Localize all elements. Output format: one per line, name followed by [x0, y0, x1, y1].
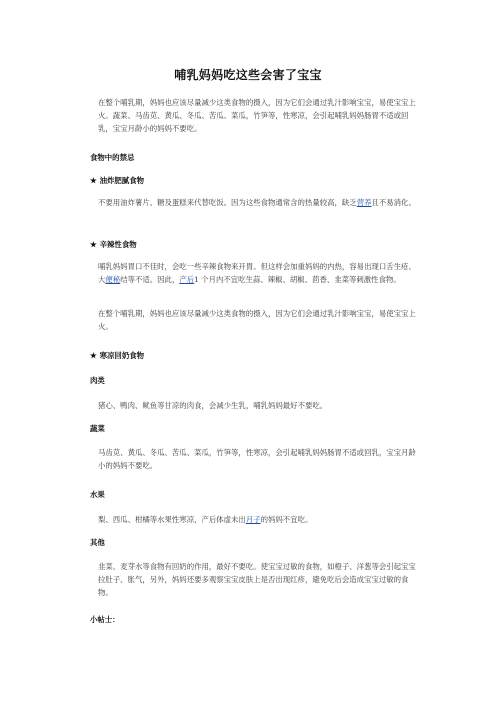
- heading-fried-label: 油炸肥腻食物: [99, 176, 144, 185]
- star-icon: ★: [90, 351, 97, 360]
- link-postpartum[interactable]: 产后: [179, 275, 195, 285]
- subheading-meat: 肉类: [90, 376, 105, 385]
- fried-paragraph: [90, 196, 416, 209]
- other-paragraph: 韭菜、麦芽水等食物有回奶的作用，最好不要吃。使宝宝过敏的食物，如橙子、洋葱等会引起宝宝拉肚子、胀气，另外，妈妈还要多观察宝宝皮肤上是否出现红疹，避免吃后会造成宝宝过敏的食物。: [98, 562, 416, 598]
- heading-cold-label: 寒凉回奶食物: [99, 351, 144, 360]
- tips-heading: 小帖士：: [90, 615, 120, 624]
- fried-text-after: 且不易消化。: [371, 198, 416, 207]
- star-icon: ★: [90, 240, 97, 249]
- fruit-text-after: 的妈妈不宜吃。: [260, 515, 313, 524]
- link-confinement[interactable]: 月子: [245, 515, 261, 524]
- spicy-paragraph: [90, 260, 416, 286]
- link-nutrition[interactable]: 营养: [356, 198, 372, 207]
- subheading-vegetables: 蔬菜: [90, 424, 105, 433]
- spicy-text-3: 1 个月内不宜吃生蒜、辣椒、胡椒、茴香、韭菜等刺激性食物。: [194, 275, 401, 285]
- meat-paragraph: 猪心、鸭肉、鱿鱼等甘凉的肉食，会减少生乳，哺乳妈妈最好不要吃。: [98, 401, 328, 410]
- spicy-text-2: 结等不适。因此，: [120, 275, 180, 285]
- heading-spicy-food: [90, 239, 137, 250]
- star-icon: ★: [90, 176, 97, 185]
- section-heading-taboos: 食物中的禁忌: [90, 153, 135, 162]
- repeat-paragraph: 在整个哺乳期，妈妈也应该尽量减少这类食物的摄入，因为它们会通过乳汁影响宝宝，易使宝宝上火。: [98, 309, 416, 332]
- subheading-other: 其他: [90, 538, 105, 547]
- heading-fried-food: [90, 175, 144, 186]
- page-title: 哺乳妈妈吃这些会害了宝宝: [174, 68, 322, 82]
- subheading-fruit: 水果: [90, 490, 105, 499]
- fried-text-before: 不要用油炸薯片、糖及蛋糕来代替吃饭。因为这些食物通常含的热量较高，缺乏: [98, 198, 357, 207]
- link-constipation[interactable]: 便秘: [105, 275, 121, 285]
- spicy-text-1: 哺乳妈妈胃口不佳时，会吃一些辛辣食物来开胃。但这样会加重妈妈的内热，容易出现口舌生疮、大: [98, 262, 416, 285]
- vegetables-paragraph: 马齿苋、黄瓜、冬瓜、苦瓜、菜瓜，竹笋等，性寒凉，会引起哺乳妈妈肠胃不适或回乳，宝宝月龄小的妈妈不要吃。: [98, 448, 416, 471]
- heading-spicy-label: 辛辣性食物: [99, 240, 137, 249]
- intro-paragraph: 在整个哺乳期，妈妈也应该尽量减少这类食物的摄入，因为它们会通过乳汁影响宝宝，易使宝宝上火。蔬菜、马齿苋、黄瓜、冬瓜、苦瓜、菜瓜，竹笋等，性寒凉，会引起哺乳妈妈肠胃不适或回乳，宝宝月龄小的妈妈不要吃。: [98, 98, 416, 134]
- fruit-paragraph: [90, 513, 416, 526]
- heading-cold-food: [90, 350, 144, 361]
- fruit-text-before: 梨、西瓜、柑橘等水果性寒凉，产后体虚未出: [98, 515, 246, 524]
